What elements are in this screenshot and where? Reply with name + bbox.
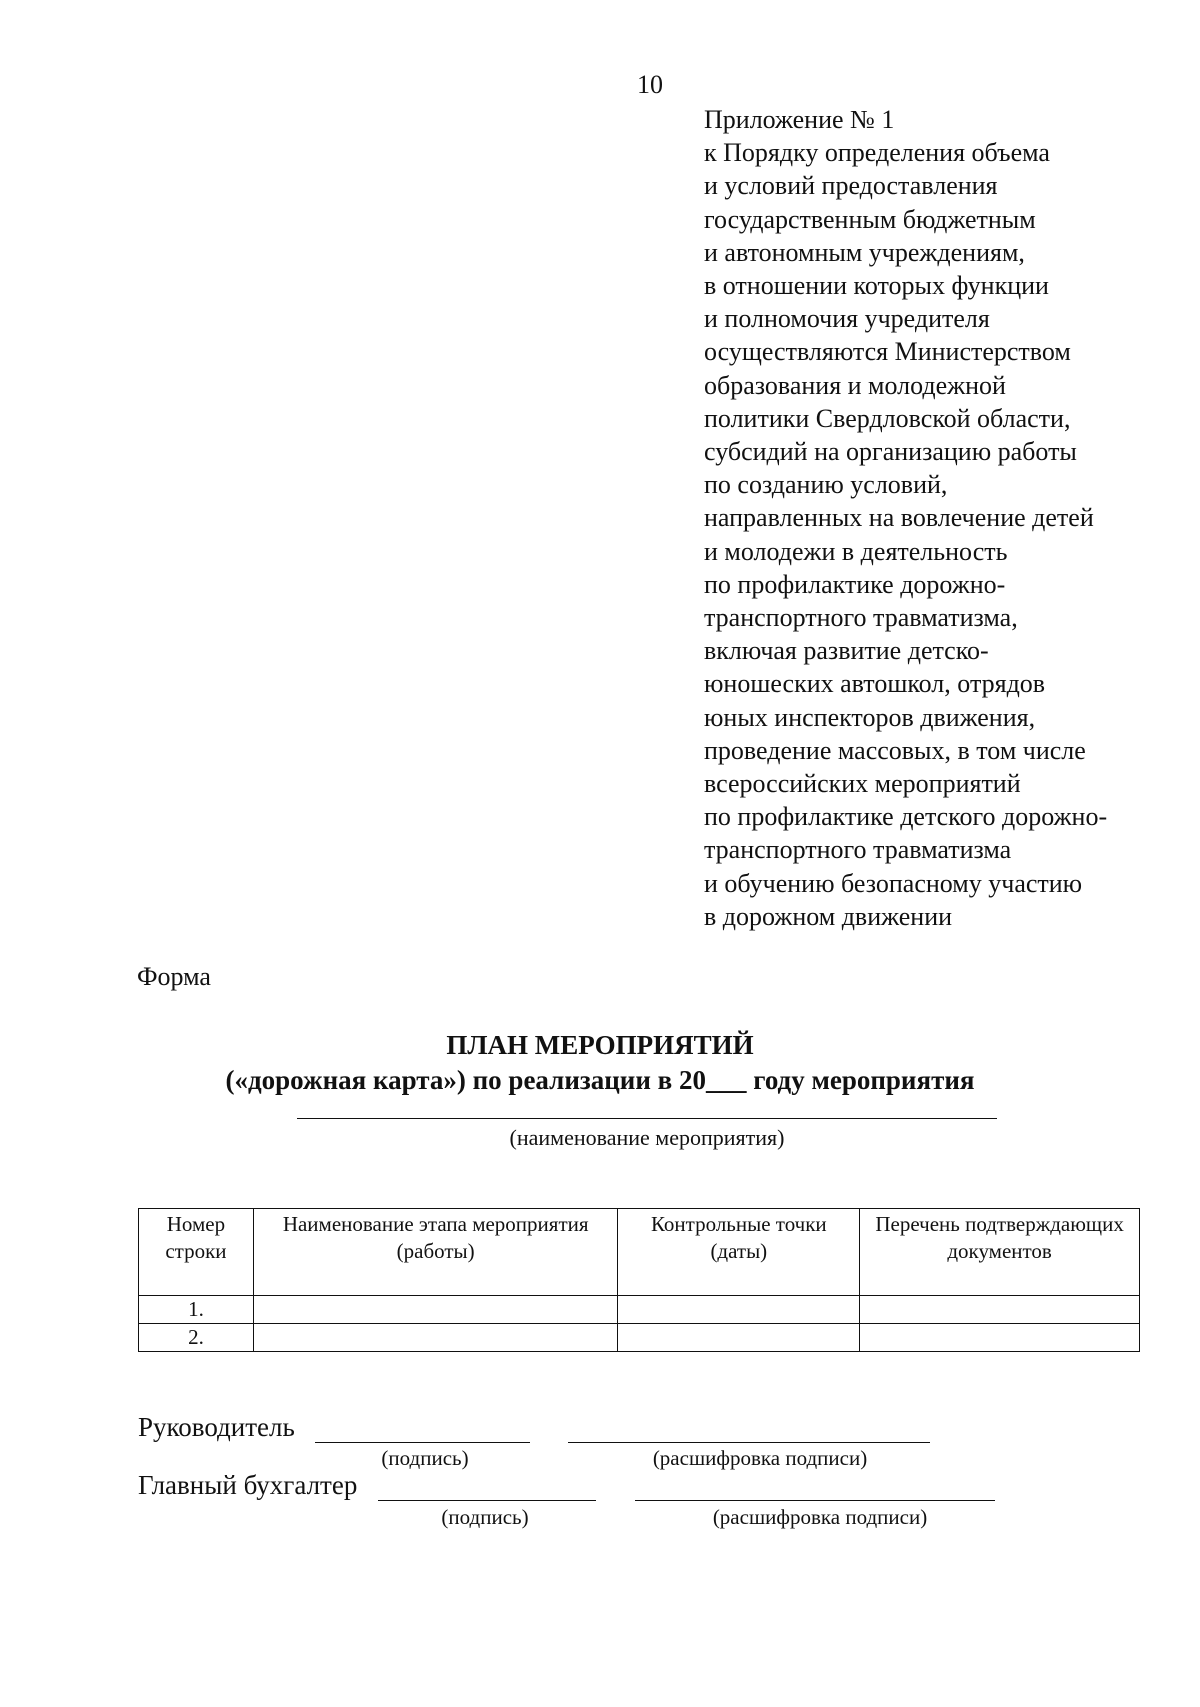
appendix-line: транспортного травматизма <box>704 835 1012 865</box>
appendix-line: образования и молодежной <box>704 370 1006 400</box>
appendix-line: в дорожном движении <box>704 901 953 931</box>
table-cell <box>253 1324 618 1352</box>
appendix-line: юношеских автошкол, отрядов <box>704 669 1046 699</box>
appendix-line: юных инспекторов движения, <box>704 702 1036 732</box>
appendix-line: в отношении которых функции <box>704 271 1049 301</box>
appendix-line: и автономным учреждениям, <box>704 237 1025 267</box>
appendix-line: проведение массовых, в том числе <box>704 735 1086 765</box>
appendix-line: транспортного травматизма, <box>704 603 1018 633</box>
appendix-line: осуществляются Министерством <box>704 337 1071 367</box>
head-label: Руководитель <box>138 1412 295 1442</box>
head-transcript-caption: (расшифровка подписи) <box>652 1446 868 1470</box>
table-row <box>139 1296 1140 1324</box>
table-cell <box>253 1296 618 1324</box>
table-cell <box>618 1324 860 1352</box>
appendix-line: Приложение № 1 <box>704 105 895 134</box>
column-header: Контрольные точки (даты) <box>618 1209 860 1296</box>
appendix-line: и молодежи в деятельность <box>704 536 1008 566</box>
appendix-line: политики Свердловской области, <box>704 403 1071 433</box>
appendix-line: по профилактике детского дорожно- <box>704 802 1108 832</box>
head-signature-caption: (подпись) <box>381 1446 469 1470</box>
appendix-line: государственным бюджетным <box>704 204 1036 234</box>
table-cell <box>618 1296 860 1324</box>
page-number: 10 <box>637 70 663 99</box>
accountant-transcript-caption: (расшифровка подписи) <box>712 1505 928 1529</box>
accountant-transcript-line <box>635 1500 995 1501</box>
appendix-line: и условий предоставления <box>704 171 998 201</box>
document-title: ПЛАН МЕРОПРИЯТИЙ <box>446 1030 754 1060</box>
table-header-row <box>139 1209 1140 1296</box>
column-header: Номер строки <box>139 1209 254 1296</box>
document-subtitle: («дорожная карта») по реализации в 20___ году мероприятия <box>225 1065 975 1095</box>
appendix-line: субсидий на организацию работы <box>704 437 1077 467</box>
appendix-line: по профилактике дорожно- <box>704 569 1006 599</box>
accountant-signature-line <box>378 1500 596 1501</box>
accountant-signature-caption: (подпись) <box>441 1505 529 1529</box>
table-row <box>139 1324 1140 1352</box>
plan-table <box>138 1208 1140 1352</box>
appendix-line: к Порядку определения объема <box>704 138 1050 168</box>
appendix-line: включая развитие детско- <box>704 636 989 666</box>
form-label: Форма <box>137 962 211 991</box>
table-cell: 1. <box>139 1296 254 1324</box>
table-cell <box>860 1296 1140 1324</box>
appendix-heading <box>704 103 1184 933</box>
column-header: Наименование этапа мероприятия (работы) <box>253 1209 618 1296</box>
head-transcript-line <box>568 1442 930 1443</box>
table-cell: 2. <box>139 1324 254 1352</box>
column-header: Перечень подтверждающих документов <box>860 1209 1140 1296</box>
appendix-line: по созданию условий, <box>704 470 948 500</box>
event-name-line <box>297 1118 997 1119</box>
event-name-caption: (наименование мероприятия) <box>509 1125 785 1150</box>
appendix-line: и полномочия учредителя <box>704 304 990 334</box>
table-cell <box>860 1324 1140 1352</box>
appendix-line: направленных на вовлечение детей <box>704 503 1094 533</box>
appendix-line: всероссийских мероприятий <box>704 769 1021 799</box>
appendix-line: и обучению безопасному участию <box>704 868 1083 898</box>
accountant-label: Главный бухгалтер <box>138 1470 358 1500</box>
head-signature-line <box>315 1442 530 1443</box>
